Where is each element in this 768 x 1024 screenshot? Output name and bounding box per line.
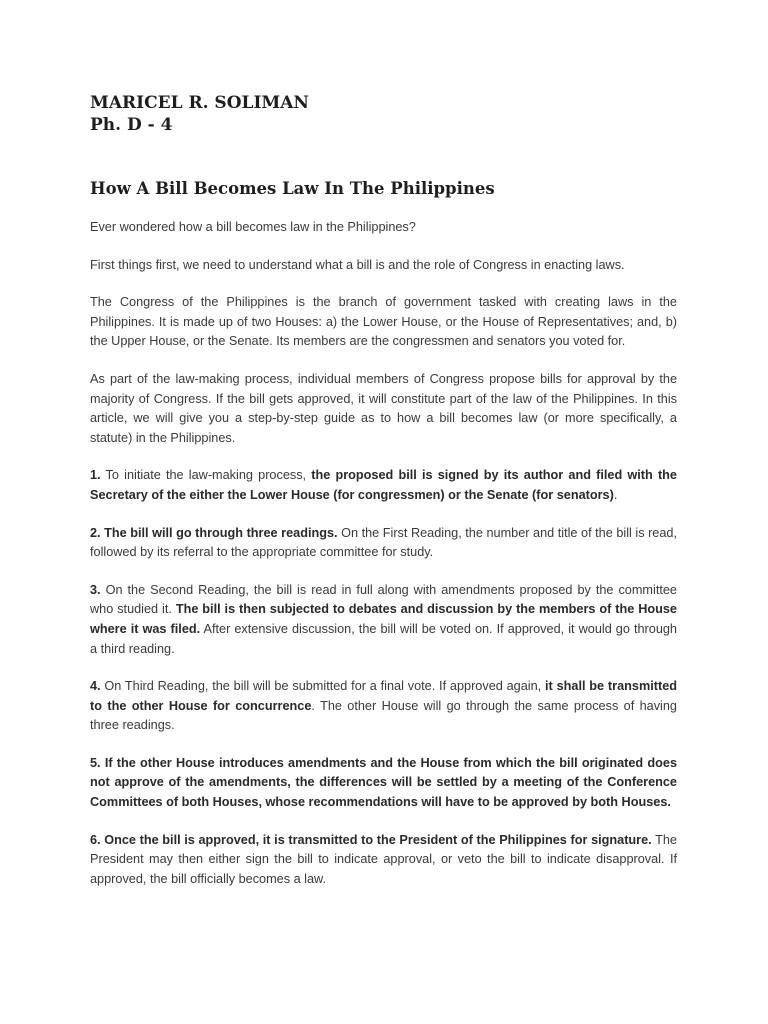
step-text: On Third Reading, the bill will be submitted for a final vote. If approved again, (100, 679, 546, 694)
step-emphasis: The bill is then subjected to debates and discussion by the members of the House where it was filed. (90, 602, 677, 636)
author-name: MARICEL R. SOLIMAN (90, 93, 309, 113)
step-text: On the Second Reading, the bill is read in full along with amendments proposed by the committee who studied it. (90, 582, 677, 617)
step-number: 5. (90, 755, 101, 770)
step-paragraph (90, 677, 677, 736)
step-text: To initiate the law-making process, (100, 468, 312, 483)
step-number: 2. (90, 525, 101, 540)
author-degree: Ph. D - 4 (90, 115, 173, 135)
intro-paragraph: First things first, we need to understand what a bill is and the role of Congress in enacting laws. (90, 257, 625, 272)
step-text: The President may then either sign the bill to indicate approval, or veto the bill to indicate disapproval. If approved, the bill officially becomes a law. (90, 832, 677, 886)
document-page (90, 92, 677, 889)
intro-paragraph: As part of the law-making process, individual members of Congress propose bills for approval by the majority of Congress. If the bill gets approved, it will constitute part of the law of the Philippines. In this article, we will give you a step-by-step guide as to how a bill becomes law (or more specifically, a statute) in the Philippines. (90, 371, 677, 445)
step-emphasis: The bill will go through three readings. (104, 525, 338, 540)
step-number: 1. (90, 468, 101, 483)
document-title: How A Bill Becomes Law In The Philippines (90, 179, 495, 198)
step-paragraph (90, 754, 677, 813)
step-paragraph (90, 524, 677, 563)
step-paragraph (90, 831, 677, 890)
step-paragraph (90, 581, 677, 659)
step-emphasis: it shall be transmitted to the other House for concurrence (90, 679, 678, 713)
intro-paragraph: Ever wondered how a bill becomes law in the Philippines? (90, 220, 416, 234)
step-text: . (613, 487, 618, 502)
step-number: 3. (90, 582, 101, 597)
step-text: On the First Reading, the number and title of the bill is read, followed by its referral to the appropriate committee for study. (90, 525, 677, 560)
step-emphasis: If the other House introduces amendments and the House from which the bill originated does not approve of the amendments, the differences will be settled by a meeting of the Conference Committees of both Houses, whose recommendations will have to be approved by both Houses. (90, 755, 677, 810)
step-number: 6. (90, 832, 101, 847)
step-number: 4. (90, 679, 101, 694)
step-emphasis: the proposed bill is signed by its author and filed with the Secretary of the either the Lower House (for congressmen) or the Senate (for senators) (90, 468, 677, 502)
step-paragraph (90, 466, 677, 505)
intro-paragraph: The Congress of the Philippines is the branch of government tasked with creating laws in the Philippines. It is made up of two Houses: a) the Lower House, or the House of Representatives; and, b) the Upper House, or the Senate. Its members are the congressmen and senators you voted for. (90, 295, 677, 349)
step-emphasis: Once the bill is approved, it is transmitted to the President of the Philippines for signature. (104, 832, 652, 847)
step-text: After extensive discussion, the bill will be voted on. If approved, it would go through a third reading. (90, 621, 677, 656)
step-text: . The other House will go through the same process of having three readings. (90, 698, 677, 733)
